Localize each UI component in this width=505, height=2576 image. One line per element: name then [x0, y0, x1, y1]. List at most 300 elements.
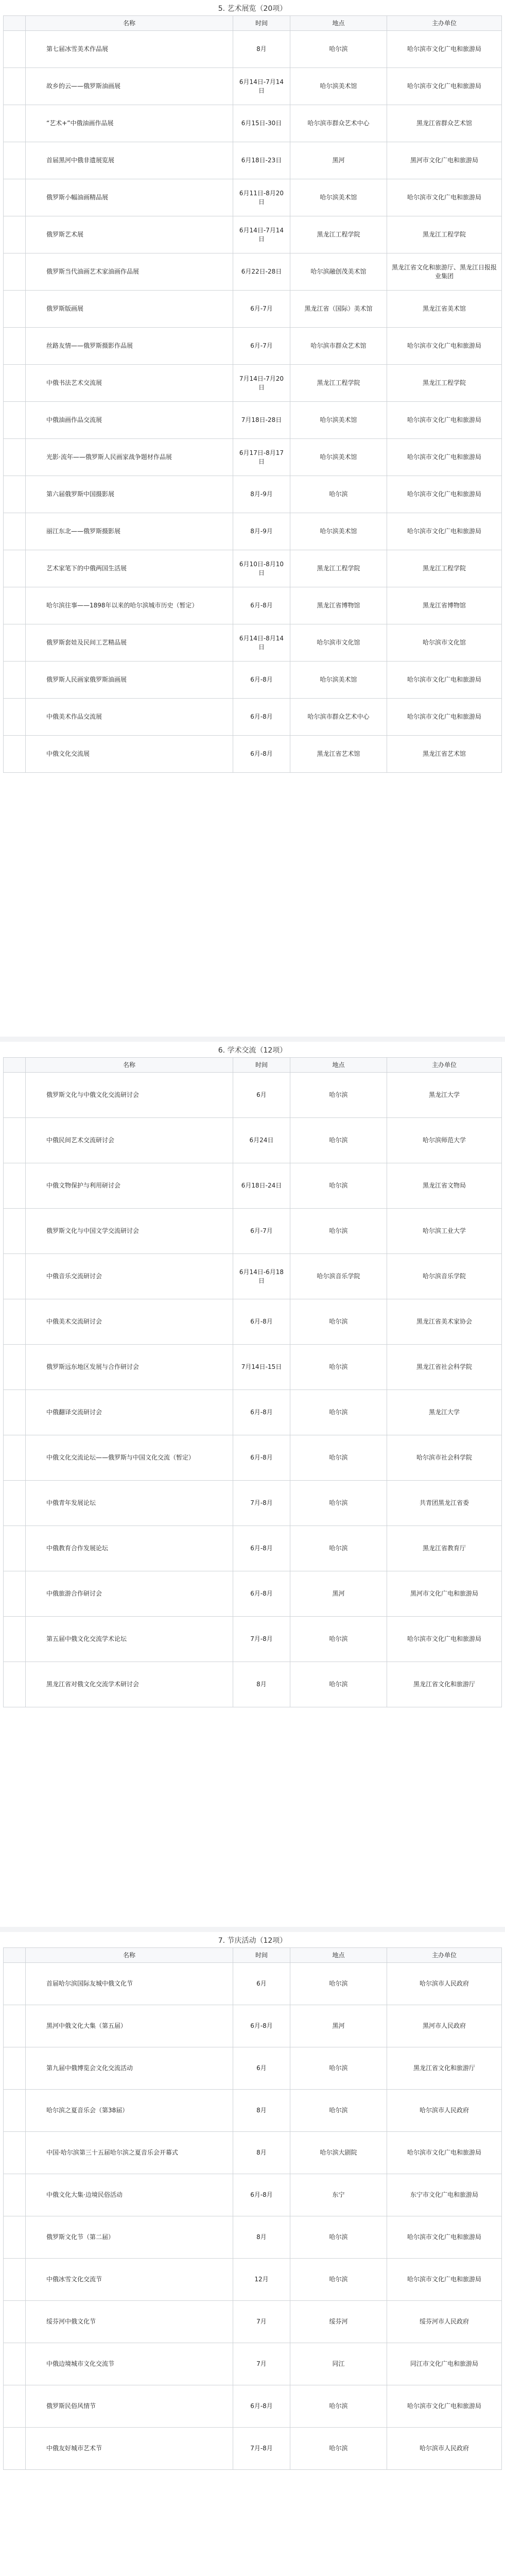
- event-organizer: 哈尔滨音乐学院: [387, 1254, 502, 1299]
- event-name: 首届哈尔滨国际友城中俄文化节: [26, 1963, 233, 2005]
- event-location: 哈尔滨美术馆: [290, 662, 387, 699]
- event-location: 哈尔滨美术馆: [290, 402, 387, 439]
- event-location: 哈尔滨: [290, 1662, 387, 1707]
- event-name: 首届黑河中俄非遗展览展: [26, 142, 233, 179]
- event-organizer: 同江市文化广电和旅游局: [387, 2343, 502, 2385]
- section-title: 6. 学术交流（12项）: [218, 1046, 287, 1055]
- table-row: [4, 1345, 502, 1390]
- row-index: [4, 662, 26, 699]
- event-organizer: 哈尔滨市人民政府: [387, 1963, 502, 2005]
- event-location: 黑龙江省艺术馆: [290, 736, 387, 773]
- events-table: [3, 1947, 502, 2470]
- event-time: 7月18日-28日: [233, 402, 290, 439]
- event-time: 6月15日-30日: [233, 105, 290, 142]
- event-name: 俄罗斯远东地区发展与合作研讨会: [26, 1345, 233, 1390]
- event-organizer: 哈尔滨市文化广电和旅游局: [387, 31, 502, 68]
- event-time: 6月-8月: [233, 2174, 290, 2216]
- row-index: [4, 587, 26, 624]
- table-row: [4, 1299, 502, 1345]
- event-name: 哈尔滨往事——1898年以来的哈尔滨城市历史（暂定）: [26, 587, 233, 624]
- event-organizer: 哈尔滨市文化广电和旅游局: [387, 439, 502, 476]
- event-time: 7月-8月: [233, 1481, 290, 1526]
- event-time: 8月: [233, 1662, 290, 1707]
- event-name: 第五届中俄文化交流学术论坛: [26, 1617, 233, 1662]
- table-row: [4, 402, 502, 439]
- row-index: [4, 1118, 26, 1163]
- row-index: [4, 2428, 26, 2470]
- row-index: [4, 736, 26, 773]
- event-name: 中俄边境城市文化交流节: [26, 2343, 233, 2385]
- event-location: 哈尔滨市群众艺术中心: [290, 699, 387, 736]
- event-name: 中俄油画作品交流展: [26, 402, 233, 439]
- event-name: 俄罗斯文化与中俄文化交流研讨会: [26, 1073, 233, 1118]
- table-row: [4, 1163, 502, 1209]
- table-row: [4, 1481, 502, 1526]
- event-organizer: 哈尔滨市人民政府: [387, 2090, 502, 2132]
- event-time: 6月-7月: [233, 328, 290, 365]
- row-index: [4, 513, 26, 550]
- event-organizer: 黑河市人民政府: [387, 2005, 502, 2047]
- event-location: 黑龙江省博物馆: [290, 587, 387, 624]
- table-row: [4, 1118, 502, 1163]
- table-row: [4, 1662, 502, 1707]
- event-time: 7月: [233, 2301, 290, 2343]
- event-organizer: 黑河市文化广电和旅游局: [387, 1571, 502, 1617]
- event-name: 中俄旅游合作研讨会: [26, 1571, 233, 1617]
- event-location: 哈尔滨: [290, 31, 387, 68]
- event-name: 中俄友好城市艺术节: [26, 2428, 233, 2470]
- row-index: [4, 699, 26, 736]
- row-index: [4, 439, 26, 476]
- event-location: 哈尔滨: [290, 1073, 387, 1118]
- row-index: [4, 624, 26, 662]
- row-index: [4, 2343, 26, 2385]
- event-name: 中俄文化交流展: [26, 736, 233, 773]
- table-row: [4, 476, 502, 513]
- table-row: [4, 253, 502, 291]
- event-time: 6月-8月: [233, 1571, 290, 1617]
- table-row: [4, 2090, 502, 2132]
- event-location: 哈尔滨音乐学院: [290, 1254, 387, 1299]
- event-time: 6月-8月: [233, 1435, 290, 1481]
- event-name: 光影·流年——俄罗斯人民画家战争题材作品展: [26, 439, 233, 476]
- table-row: [4, 1073, 502, 1118]
- section-divider: [0, 1037, 505, 1042]
- event-name: 绥芬河中俄文化节: [26, 2301, 233, 2343]
- row-index: [4, 2259, 26, 2301]
- event-name: 丽江东北——俄罗斯摄影展: [26, 513, 233, 550]
- event-organizer: 黑龙江工程学院: [387, 365, 502, 402]
- row-index: [4, 142, 26, 179]
- table-row: [4, 2301, 502, 2343]
- event-time: 7月14日-7月20日: [233, 365, 290, 402]
- events-table: [3, 1057, 502, 1707]
- event-name: 俄罗斯文化节（第二届）: [26, 2216, 233, 2259]
- table-row: [4, 624, 502, 662]
- event-location: 哈尔滨市群众艺术中心: [290, 105, 387, 142]
- event-location: 黑龙江省（国际）美术馆: [290, 291, 387, 328]
- event-location: 东宁: [290, 2174, 387, 2216]
- table-row: [4, 2216, 502, 2259]
- table-row: [4, 365, 502, 402]
- event-time: 8月: [233, 2132, 290, 2174]
- event-location: 哈尔滨融创茂美术馆: [290, 253, 387, 291]
- row-index: [4, 2047, 26, 2090]
- event-time: 8月-9月: [233, 513, 290, 550]
- event-location: 哈尔滨: [290, 1526, 387, 1571]
- event-name: 中俄文化交流论坛——俄罗斯与中国文化交流（暂定）: [26, 1435, 233, 1481]
- events-table: [3, 15, 502, 773]
- event-time: 7月-8月: [233, 1617, 290, 1662]
- event-time: 6月-8月: [233, 587, 290, 624]
- event-name: 俄罗斯版画展: [26, 291, 233, 328]
- event-organizer: 黑龙江省文物局: [387, 1163, 502, 1209]
- event-time: 6月: [233, 2047, 290, 2090]
- column-header: 主办单位: [387, 1948, 502, 1963]
- event-location: 哈尔滨: [290, 1963, 387, 2005]
- row-index: [4, 402, 26, 439]
- row-index: [4, 1345, 26, 1390]
- column-header: 时间: [233, 16, 290, 31]
- table-row: [4, 105, 502, 142]
- section-title: 5. 艺术展览（20项）: [218, 5, 287, 13]
- table-row: [4, 662, 502, 699]
- row-index: [4, 1209, 26, 1254]
- table-row: [4, 179, 502, 216]
- event-location: 哈尔滨美术馆: [290, 68, 387, 105]
- event-name: 中俄冰雪文化交流节: [26, 2259, 233, 2301]
- event-location: 黑河: [290, 1571, 387, 1617]
- event-time: 6月-8月: [233, 1526, 290, 1571]
- row-index: [4, 1163, 26, 1209]
- table-row: [4, 1571, 502, 1617]
- event-name: 俄罗斯民俗风情节: [26, 2385, 233, 2428]
- row-index: [4, 1662, 26, 1707]
- event-location: 哈尔滨: [290, 2216, 387, 2259]
- event-location: 哈尔滨大剧院: [290, 2132, 387, 2174]
- table-row: [4, 2259, 502, 2301]
- row-index: [4, 105, 26, 142]
- event-time: 6月: [233, 1963, 290, 2005]
- section-title: 7. 节庆活动（12项）: [218, 1937, 287, 1945]
- event-time: 6月-7月: [233, 291, 290, 328]
- event-time: 6月-8月: [233, 699, 290, 736]
- table-row: [4, 1526, 502, 1571]
- event-time: 12月: [233, 2259, 290, 2301]
- event-organizer: 哈尔滨市文化广电和旅游局: [387, 68, 502, 105]
- event-organizer: 黑龙江省文化和旅游厅: [387, 2047, 502, 2090]
- event-location: 哈尔滨: [290, 2047, 387, 2090]
- event-name: 中俄文物保护与利用研讨会: [26, 1163, 233, 1209]
- row-index: [4, 2301, 26, 2343]
- table-header-row: [4, 1058, 502, 1073]
- event-time: 6月14日-7月14日: [233, 68, 290, 105]
- event-location: 黑龙江工程学院: [290, 550, 387, 587]
- column-header: [4, 1948, 26, 1963]
- event-organizer: 黑龙江省艺术馆: [387, 736, 502, 773]
- event-location: 哈尔滨市群众艺术馆: [290, 328, 387, 365]
- row-index: [4, 2174, 26, 2216]
- event-name: 俄罗斯当代油画艺术家油画作品展: [26, 253, 233, 291]
- event-name: 第七届冰雪美术作品展: [26, 31, 233, 68]
- column-header: [4, 16, 26, 31]
- row-index: [4, 1571, 26, 1617]
- event-location: 哈尔滨: [290, 1118, 387, 1163]
- event-time: 6月-8月: [233, 736, 290, 773]
- table-row: [4, 2047, 502, 2090]
- table-row: [4, 550, 502, 587]
- event-location: 黑龙江工程学院: [290, 216, 387, 253]
- event-name: 俄罗斯文化与中国文学交流研讨会: [26, 1209, 233, 1254]
- table-row: [4, 2428, 502, 2470]
- column-header: 时间: [233, 1058, 290, 1073]
- row-index: [4, 31, 26, 68]
- event-time: 6月18日-23日: [233, 142, 290, 179]
- table-row: [4, 142, 502, 179]
- event-time: 8月-9月: [233, 476, 290, 513]
- event-location: 哈尔滨: [290, 2259, 387, 2301]
- event-name: “艺术+”中俄油画作品展: [26, 105, 233, 142]
- row-index: [4, 1963, 26, 2005]
- column-header: 名称: [26, 16, 233, 31]
- event-organizer: 哈尔滨市文化广电和旅游局: [387, 2216, 502, 2259]
- event-time: 6月: [233, 1073, 290, 1118]
- row-index: [4, 1526, 26, 1571]
- table-row: [4, 439, 502, 476]
- event-time: 6月14日-7月14日: [233, 216, 290, 253]
- table-row: [4, 68, 502, 105]
- event-location: 哈尔滨: [290, 2428, 387, 2470]
- event-organizer: 黑龙江省博物馆: [387, 587, 502, 624]
- column-header: 主办单位: [387, 1058, 502, 1073]
- row-index: [4, 550, 26, 587]
- event-organizer: 黑龙江省美术馆: [387, 291, 502, 328]
- event-location: 哈尔滨美术馆: [290, 513, 387, 550]
- event-location: 哈尔滨: [290, 1163, 387, 1209]
- table-row: [4, 328, 502, 365]
- event-time: 6月-8月: [233, 1390, 290, 1435]
- table-row: [4, 216, 502, 253]
- event-name: 中俄文化大集·边境民俗活动: [26, 2174, 233, 2216]
- event-name: 丝路友情——俄罗斯摄影作品展: [26, 328, 233, 365]
- event-name: 第六届俄罗斯中国摄影展: [26, 476, 233, 513]
- row-index: [4, 1617, 26, 1662]
- event-name: 黑龙江省对俄文化交流学术研讨会: [26, 1662, 233, 1707]
- table-row: [4, 1435, 502, 1481]
- column-header: 名称: [26, 1058, 233, 1073]
- event-name: 中俄美术作品交流展: [26, 699, 233, 736]
- event-time: 6月10日-8月10日: [233, 550, 290, 587]
- table-row: [4, 1209, 502, 1254]
- event-time: 6月17日-8月17日: [233, 439, 290, 476]
- event-name: 黑河中俄文化大集（第五届）: [26, 2005, 233, 2047]
- event-name: 中俄青年发展论坛: [26, 1481, 233, 1526]
- event-organizer: 哈尔滨市文化广电和旅游局: [387, 2132, 502, 2174]
- event-organizer: 绥芬河市人民政府: [387, 2301, 502, 2343]
- event-name: 第九届中俄博览会文化交流活动: [26, 2047, 233, 2090]
- event-name: 艺术家笔下的中俄两国生活展: [26, 550, 233, 587]
- row-index: [4, 476, 26, 513]
- event-name: 故乡的云——俄罗斯油画展: [26, 68, 233, 105]
- event-organizer: 黑龙江工程学院: [387, 550, 502, 587]
- row-index: [4, 2005, 26, 2047]
- table-row: [4, 2132, 502, 2174]
- event-organizer: 哈尔滨市文化广电和旅游局: [387, 662, 502, 699]
- event-organizer: 黑河市文化广电和旅游局: [387, 142, 502, 179]
- event-organizer: 哈尔滨市文化广电和旅游局: [387, 699, 502, 736]
- event-location: 哈尔滨美术馆: [290, 439, 387, 476]
- event-time: 8月: [233, 2216, 290, 2259]
- event-location: 黑河: [290, 142, 387, 179]
- table-row: [4, 291, 502, 328]
- column-header: 时间: [233, 1948, 290, 1963]
- event-organizer: 黑龙江省社会科学院: [387, 1345, 502, 1390]
- table-row: [4, 699, 502, 736]
- row-index: [4, 2132, 26, 2174]
- event-name: 中俄书法艺术交流展: [26, 365, 233, 402]
- table-row: [4, 587, 502, 624]
- event-time: 6月-7月: [233, 1209, 290, 1254]
- table-row: [4, 31, 502, 68]
- event-location: 黑龙江工程学院: [290, 365, 387, 402]
- event-organizer: 黑龙江大学: [387, 1073, 502, 1118]
- row-index: [4, 253, 26, 291]
- row-index: [4, 179, 26, 216]
- event-location: 黑河: [290, 2005, 387, 2047]
- event-location: 同江: [290, 2343, 387, 2385]
- row-index: [4, 1390, 26, 1435]
- event-location: 哈尔滨: [290, 1209, 387, 1254]
- event-organizer: 哈尔滨市文化广电和旅游局: [387, 402, 502, 439]
- event-time: 7月-8月: [233, 2428, 290, 2470]
- row-index: [4, 2385, 26, 2428]
- event-location: 哈尔滨: [290, 2385, 387, 2428]
- table-row: [4, 736, 502, 773]
- event-organizer: 哈尔滨市文化广电和旅游局: [387, 2259, 502, 2301]
- row-index: [4, 1073, 26, 1118]
- event-organizer: 哈尔滨市文化广电和旅游局: [387, 476, 502, 513]
- table-row: [4, 513, 502, 550]
- event-location: 哈尔滨: [290, 1345, 387, 1390]
- event-name: 哈尔滨之夏音乐会（第38届）: [26, 2090, 233, 2132]
- event-name: 中俄翻译交流研讨会: [26, 1390, 233, 1435]
- event-time: 7月: [233, 2343, 290, 2385]
- table-header-row: [4, 1948, 502, 1963]
- table-row: [4, 1254, 502, 1299]
- event-name: 俄罗斯套娃及民间工艺精品展: [26, 624, 233, 662]
- event-location: 绥芬河: [290, 2301, 387, 2343]
- event-organizer: 东宁市文化广电和旅游局: [387, 2174, 502, 2216]
- event-organizer: 哈尔滨市社会科学院: [387, 1435, 502, 1481]
- event-organizer: 哈尔滨工业大学: [387, 1209, 502, 1254]
- event-time: 6月14日-8月14日: [233, 624, 290, 662]
- event-time: 6月-8月: [233, 1299, 290, 1345]
- row-index: [4, 328, 26, 365]
- row-index: [4, 365, 26, 402]
- table-row: [4, 2385, 502, 2428]
- row-index: [4, 1435, 26, 1481]
- event-name: 中俄美术交流研讨会: [26, 1299, 233, 1345]
- event-name: 俄罗斯小幅油画精品展: [26, 179, 233, 216]
- event-time: 6月-8月: [233, 2005, 290, 2047]
- row-index: [4, 1481, 26, 1526]
- event-organizer: 哈尔滨市文化广电和旅游局: [387, 2385, 502, 2428]
- event-location: 哈尔滨: [290, 1435, 387, 1481]
- event-name: 中国·哈尔滨第三十五届哈尔滨之夏音乐会开幕式: [26, 2132, 233, 2174]
- event-name: 中俄教育合作发展论坛: [26, 1526, 233, 1571]
- event-location: 哈尔滨: [290, 476, 387, 513]
- section-divider: [0, 1927, 505, 1932]
- event-time: 8月: [233, 2090, 290, 2132]
- table-row: [4, 1390, 502, 1435]
- column-header: [4, 1058, 26, 1073]
- row-index: [4, 68, 26, 105]
- row-index: [4, 1299, 26, 1345]
- table-row: [4, 1963, 502, 2005]
- event-organizer: 黑龙江工程学院: [387, 216, 502, 253]
- table-row: [4, 1617, 502, 1662]
- row-index: [4, 2216, 26, 2259]
- event-time: 8月: [233, 31, 290, 68]
- event-location: 哈尔滨: [290, 1617, 387, 1662]
- event-location: 哈尔滨美术馆: [290, 179, 387, 216]
- column-header: 名称: [26, 1948, 233, 1963]
- row-index: [4, 291, 26, 328]
- event-location: 哈尔滨: [290, 1299, 387, 1345]
- event-name: 俄罗斯人民画家俄罗斯油画展: [26, 662, 233, 699]
- event-organizer: 黑龙江省文化和旅游厅: [387, 1662, 502, 1707]
- event-time: 6月22日-28日: [233, 253, 290, 291]
- event-organizer: 哈尔滨师范大学: [387, 1118, 502, 1163]
- event-organizer: 黑龙江省教育厅: [387, 1526, 502, 1571]
- event-time: 7月14日-15日: [233, 1345, 290, 1390]
- table-row: [4, 2005, 502, 2047]
- event-time: 6月14日-6月18日: [233, 1254, 290, 1299]
- event-organizer: 哈尔滨市人民政府: [387, 2428, 502, 2470]
- event-time: 6月18日-24日: [233, 1163, 290, 1209]
- row-index: [4, 1254, 26, 1299]
- event-organizer: 哈尔滨市文化广电和旅游局: [387, 328, 502, 365]
- event-time: 6月-8月: [233, 662, 290, 699]
- column-header: 地点: [290, 16, 387, 31]
- event-location: 哈尔滨: [290, 1481, 387, 1526]
- event-name: 俄罗斯艺术展: [26, 216, 233, 253]
- event-time: 6月24日: [233, 1118, 290, 1163]
- row-index: [4, 2090, 26, 2132]
- event-organizer: 哈尔滨市文化广电和旅游局: [387, 179, 502, 216]
- table-row: [4, 2174, 502, 2216]
- event-organizer: 哈尔滨市文化广电和旅游局: [387, 513, 502, 550]
- event-name: 中俄音乐交流研讨会: [26, 1254, 233, 1299]
- event-time: 6月-8月: [233, 2385, 290, 2428]
- table-header-row: [4, 16, 502, 31]
- event-organizer: 哈尔滨市文化广电和旅游局: [387, 1617, 502, 1662]
- event-location: 哈尔滨: [290, 2090, 387, 2132]
- table-row: [4, 2343, 502, 2385]
- event-organizer: 哈尔滨市文化馆: [387, 624, 502, 662]
- event-organizer: 黑龙江省群众艺术馆: [387, 105, 502, 142]
- event-organizer: 黑龙江省美术家协会: [387, 1299, 502, 1345]
- row-index: [4, 216, 26, 253]
- event-location: 哈尔滨: [290, 1390, 387, 1435]
- event-location: 哈尔滨市文化馆: [290, 624, 387, 662]
- event-organizer: 黑龙江大学: [387, 1390, 502, 1435]
- event-time: 6月11日-8月20日: [233, 179, 290, 216]
- event-organizer: 共青团黑龙江省委: [387, 1481, 502, 1526]
- event-organizer: 黑龙江省文化和旅游厅、黑龙江日报报业集团: [387, 253, 502, 291]
- event-name: 中俄民间艺术交流研讨会: [26, 1118, 233, 1163]
- column-header: 地点: [290, 1058, 387, 1073]
